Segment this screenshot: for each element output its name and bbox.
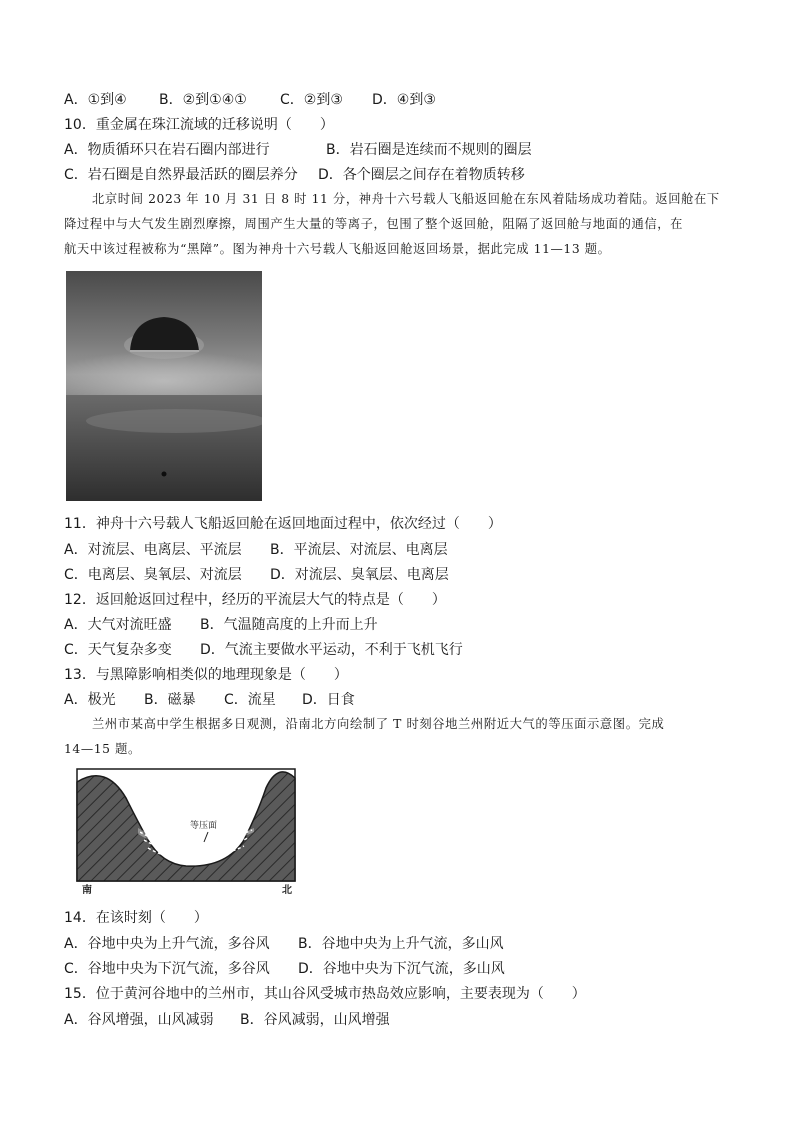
q15-stem: 15．位于黄河谷地中的兰州市，其山谷风受城市热岛效应影响，主要表现为（ ） [64,986,586,1002]
capsule-dot [162,472,167,477]
q12-option-b: B．气温随高度的上升而上升 [200,617,378,633]
q10-option-b: B．岩石圈是连续而不规则的圈层 [326,142,532,158]
q12-option-a: A．大气对流旺盛 [64,617,172,633]
passage2-line-1: 兰州市某高中学生根据多日观测，沿南北方向绘制了 T 时刻谷地兰州附近大气的等压面示意图。完成 [92,717,665,731]
q10-option-d: D．各个圈层之间存在着物质转移 [318,167,525,183]
q13-option-b: B．磁暴 [144,692,196,708]
q13-option-d: D．日食 [302,692,355,708]
q14-option-a: A．谷地中央为上升气流，多谷风 [64,936,270,952]
q12-option-c: C．天气复杂多变 [64,642,172,658]
passage2-line-2: 14—15 题。 [64,742,141,756]
q11-stem: 11．神舟十六号载人飞船返回舱在返回地面过程中，依次经过（ ） [64,516,502,532]
q15-option-b: B．谷风减弱，山风增强 [240,1012,390,1028]
q9-option-a: A．①到④ [64,92,127,108]
q13-option-c: C．流星 [224,692,276,708]
q12-option-d: D．气流主要做水平运动，不利于飞机飞行 [200,642,463,658]
q9-option-b: B．②到①④① [159,92,247,108]
q11-option-c: C．电离层、臭氧层、对流层 [64,567,242,583]
q10-option-c: C．岩石圈是自然界最活跃的圈层养分 [64,167,298,183]
q14-option-c: C．谷地中央为下沉气流，多谷风 [64,961,270,977]
q14-option-d: D．谷地中央为下沉气流，多山风 [298,961,505,977]
q10-option-a: A．物质循环只在岩石圈内部进行 [64,142,270,158]
q13-stem: 13．与黑障影响相类似的地理现象是（ ） [64,667,348,683]
q9-option-d: D．④到③ [372,92,436,108]
q14-stem: 14．在该时刻（ ） [64,910,208,926]
passage1-line-2: 降过程中与大气发生剧烈摩擦，周围产生大量的等离子，包围了整个返回舱，阻隔了返回舱与地面的通信，在 [64,217,684,231]
valley-isobar-diagram [76,768,298,896]
q11-option-b: B．平流层、对流层、电离层 [270,542,448,558]
q15-option-a: A．谷风增强，山风减弱 [64,1012,214,1028]
south-label: 南 [82,885,92,896]
north-label: 北 [282,885,292,896]
q9-option-c: C．②到③ [280,92,343,108]
q12-stem: 12．返回舱返回过程中，经历的平流层大气的特点是（ ） [64,592,446,608]
passage1-line-3: 航天中该过程被称为“黑障”。图为神舟十六号载人飞船返回舱返回场景，据此完成 11—13 题。 [64,242,611,256]
q11-option-d: D．对流层、臭氧层、电离层 [270,567,449,583]
isobar-label: 等压面 [190,821,218,831]
q13-option-a: A．极光 [64,692,116,708]
passage1-line-1: 北京时间 2023 年 10 月 31 日 8 时 11 分，神舟十六号载人飞船返回舱在东风着陆场成功着陆。返回舱在下 [92,192,720,206]
capsule-return-photo [66,271,262,501]
q10-stem: 10．重金属在珠江流域的迁移说明（ ） [64,117,334,133]
q14-option-b: B．谷地中央为上升气流，多山风 [298,936,504,952]
q11-option-a: A．对流层、电离层、平流层 [64,542,242,558]
